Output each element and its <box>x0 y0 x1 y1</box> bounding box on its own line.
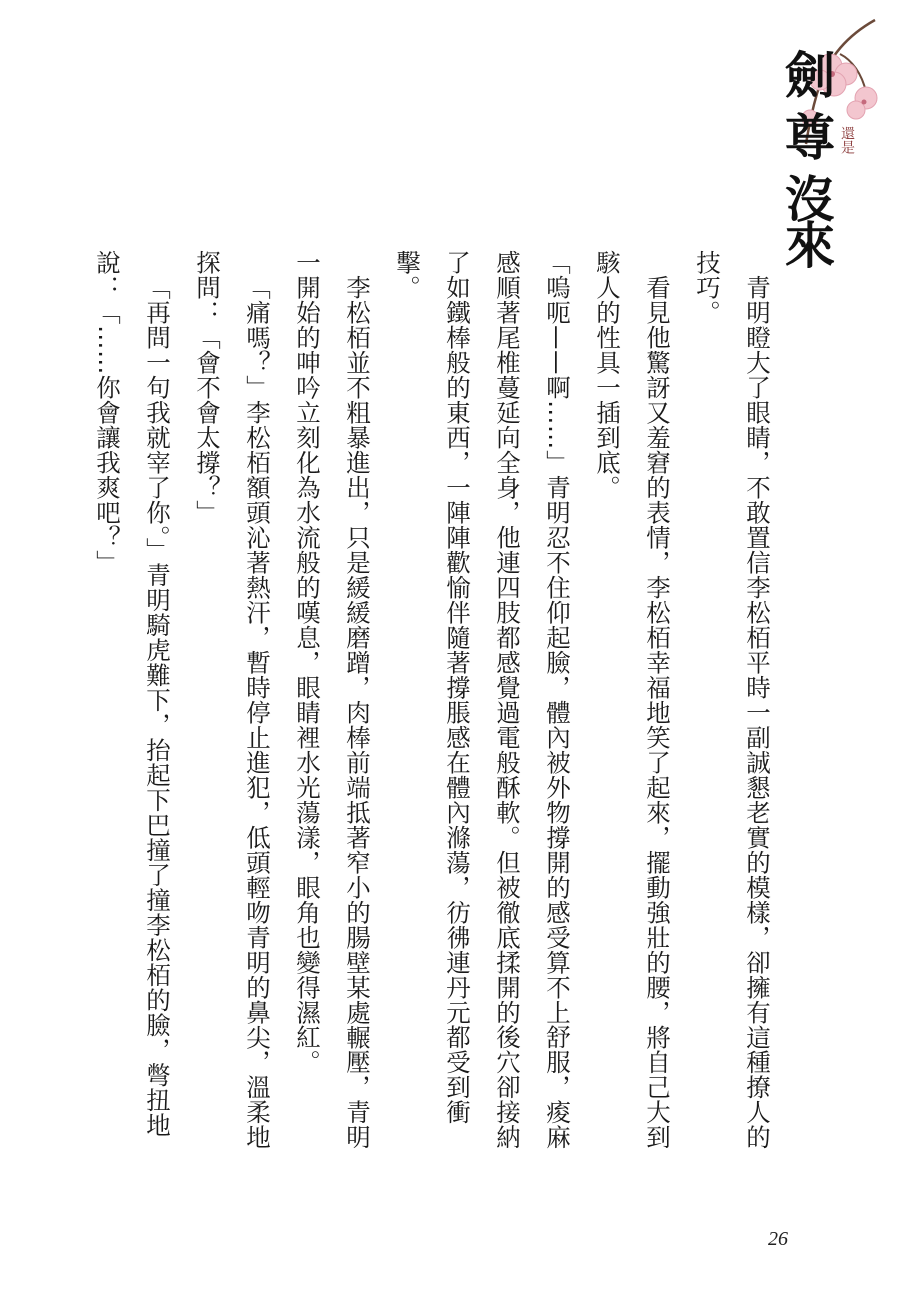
title-char: 來 <box>785 216 835 275</box>
title-subtext: 還是 <box>839 126 855 154</box>
title-char: 劍 <box>785 46 835 105</box>
paragraph: 看見他驚訝又羞窘的表情，李松栢幸福地笑了起來，擺動強壯的腰，將自己大到駭人的性具一插到底。 <box>593 250 672 1150</box>
vertical-body-text <box>93 250 782 1150</box>
paragraph: 「嗚呃——啊……」青明忍不住仰起臉，體內被外物撐開的感受算不上舒服，痠麻感順著尾椎蔓延向全身，他連四肢都感覺過電般酥軟。但被徹底揉開的後穴卻接納了如鐵棒般的東西，一陣陣歡愉伴隨著撐脹感在體內滌蕩，彷彿連丹元都受到衝擊。 <box>393 250 572 1150</box>
page-number: 26 <box>768 1228 788 1250</box>
paragraph: 青明瞪大了眼睛，不敢置信李松栢平時一副誠懇老實的模樣，卻擁有這種撩人的技巧。 <box>693 250 772 1150</box>
chapter-header <box>770 14 880 275</box>
title-char: 尊 <box>785 108 835 167</box>
paragraph: 「再問一句我就宰了你。」青明騎虎難下，抬起下巴撞了撞李松栢的臉，彆扭地說：「……你會讓我爽吧？」 <box>93 250 172 1137</box>
title-char: 沒 <box>785 170 835 229</box>
paragraph: 李松栢並不粗暴進出，只是緩緩磨蹭，肉棒前端抵著窄小的腸壁某處輾壓，青明一開始的呻吟立刻化為水流般的嘆息，眼睛裡水光蕩漾，眼角也變得濕紅。 <box>293 250 372 1150</box>
paragraph: 「痛嗎？」李松栢額頭沁著熱汗，暫時停止進犯，低頭輕吻青明的鼻尖，溫柔地探問：「會不會太撐？」 <box>193 250 272 1150</box>
